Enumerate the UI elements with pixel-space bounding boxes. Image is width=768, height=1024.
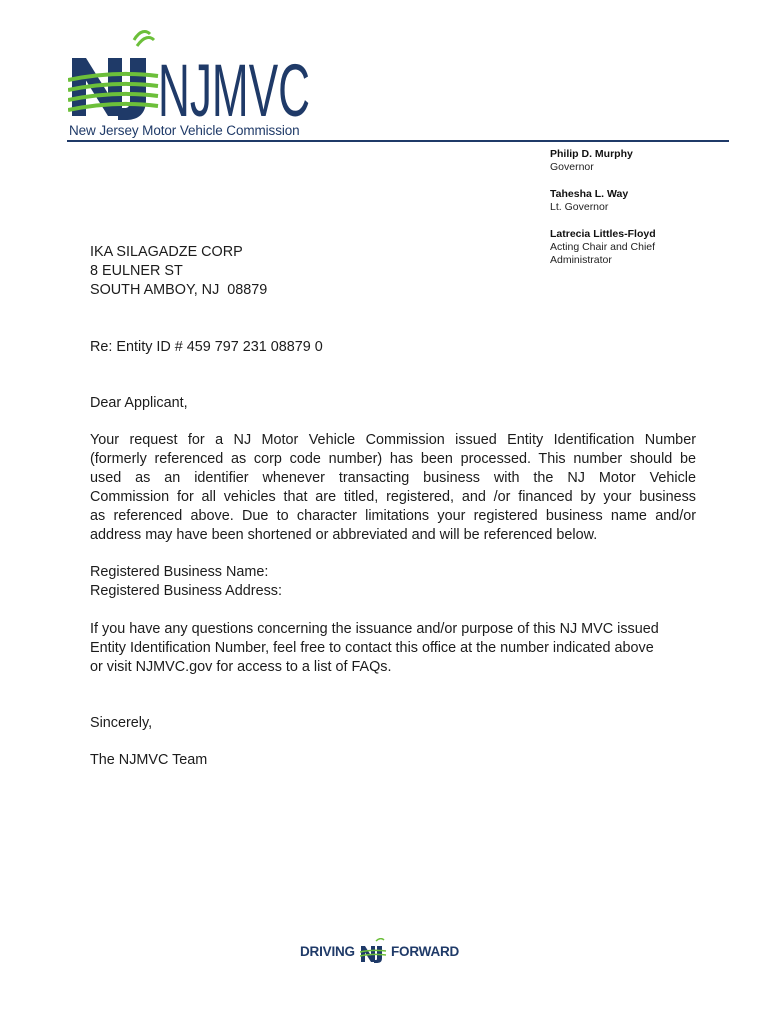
body-paragraph-1: [90, 431, 696, 545]
official-name: Latrecia Littles-Floyd: [550, 228, 656, 240]
paragraph-line: address may have been shortened or abbreviated and will be referenced below.: [90, 527, 598, 543]
logo-graphic: [68, 28, 313, 128]
logo-wordmark: NJMVC: [158, 49, 310, 128]
official-name: Philip D. Murphy: [550, 148, 633, 160]
body-paragraph-2: [90, 620, 659, 677]
address-line: 8 EULNER ST: [90, 263, 183, 279]
recipient-address: [90, 243, 267, 300]
official-governor: [550, 148, 720, 174]
paragraph-line: used as an identifier whenever transacting business with the NJ Motor Vehicle: [90, 470, 696, 486]
footer-tagline: [300, 938, 470, 966]
address-line: IKA SILAGADZE CORP: [90, 244, 243, 260]
footer-word-driving: DRIVING: [300, 944, 355, 959]
paragraph-line: (formerly referenced as corp code number) has been processed. This number should be: [90, 451, 696, 467]
official-title: Lt. Governor: [550, 201, 609, 213]
official-title: Governor: [550, 161, 594, 173]
paragraph-line: Entity Identification Number, feel free to contact this office at the number indicated above: [90, 640, 654, 656]
reference-line: Re: Entity ID # 459 797 231 08879 0: [90, 339, 323, 355]
address-line: SOUTH AMBOY, NJ 08879: [90, 282, 268, 298]
official-name: Tahesha L. Way: [550, 188, 629, 200]
registered-name-label: Registered Business Name:: [90, 564, 269, 580]
official-title-line: Acting Chair and Chief: [550, 241, 656, 253]
paragraph-line: If you have any questions concerning the issuance and/or purpose of this NJ MVC issued: [90, 621, 659, 637]
closing: Sincerely,: [90, 715, 153, 731]
official-title-line: Administrator: [550, 254, 612, 266]
paragraph-line: or visit NJMVC.gov for access to a list of FAQs.: [90, 659, 392, 675]
official-chair: [550, 228, 720, 267]
official-lt-governor: [550, 188, 720, 214]
paragraph-line: Commission for all vehicles that are titled, registered, and /or financed by your business: [90, 489, 696, 505]
paragraph-line: as referenced above. Due to character limitations your registered business name and/or: [90, 508, 696, 524]
salutation: Dear Applicant,: [90, 395, 188, 411]
paragraph-line: Your request for a NJ Motor Vehicle Commission issued Entity Identification Number: [90, 432, 696, 448]
registered-address-label: Registered Business Address:: [90, 583, 282, 599]
signature: The NJMVC Team: [90, 752, 208, 768]
nj-mini-logo-icon: [360, 938, 388, 964]
footer-word-forward: FORWARD: [391, 944, 460, 959]
header-rule: [67, 140, 729, 142]
logo-subtitle: New Jersey Motor Vehicle Commission: [69, 123, 300, 138]
registered-info: [90, 563, 282, 601]
